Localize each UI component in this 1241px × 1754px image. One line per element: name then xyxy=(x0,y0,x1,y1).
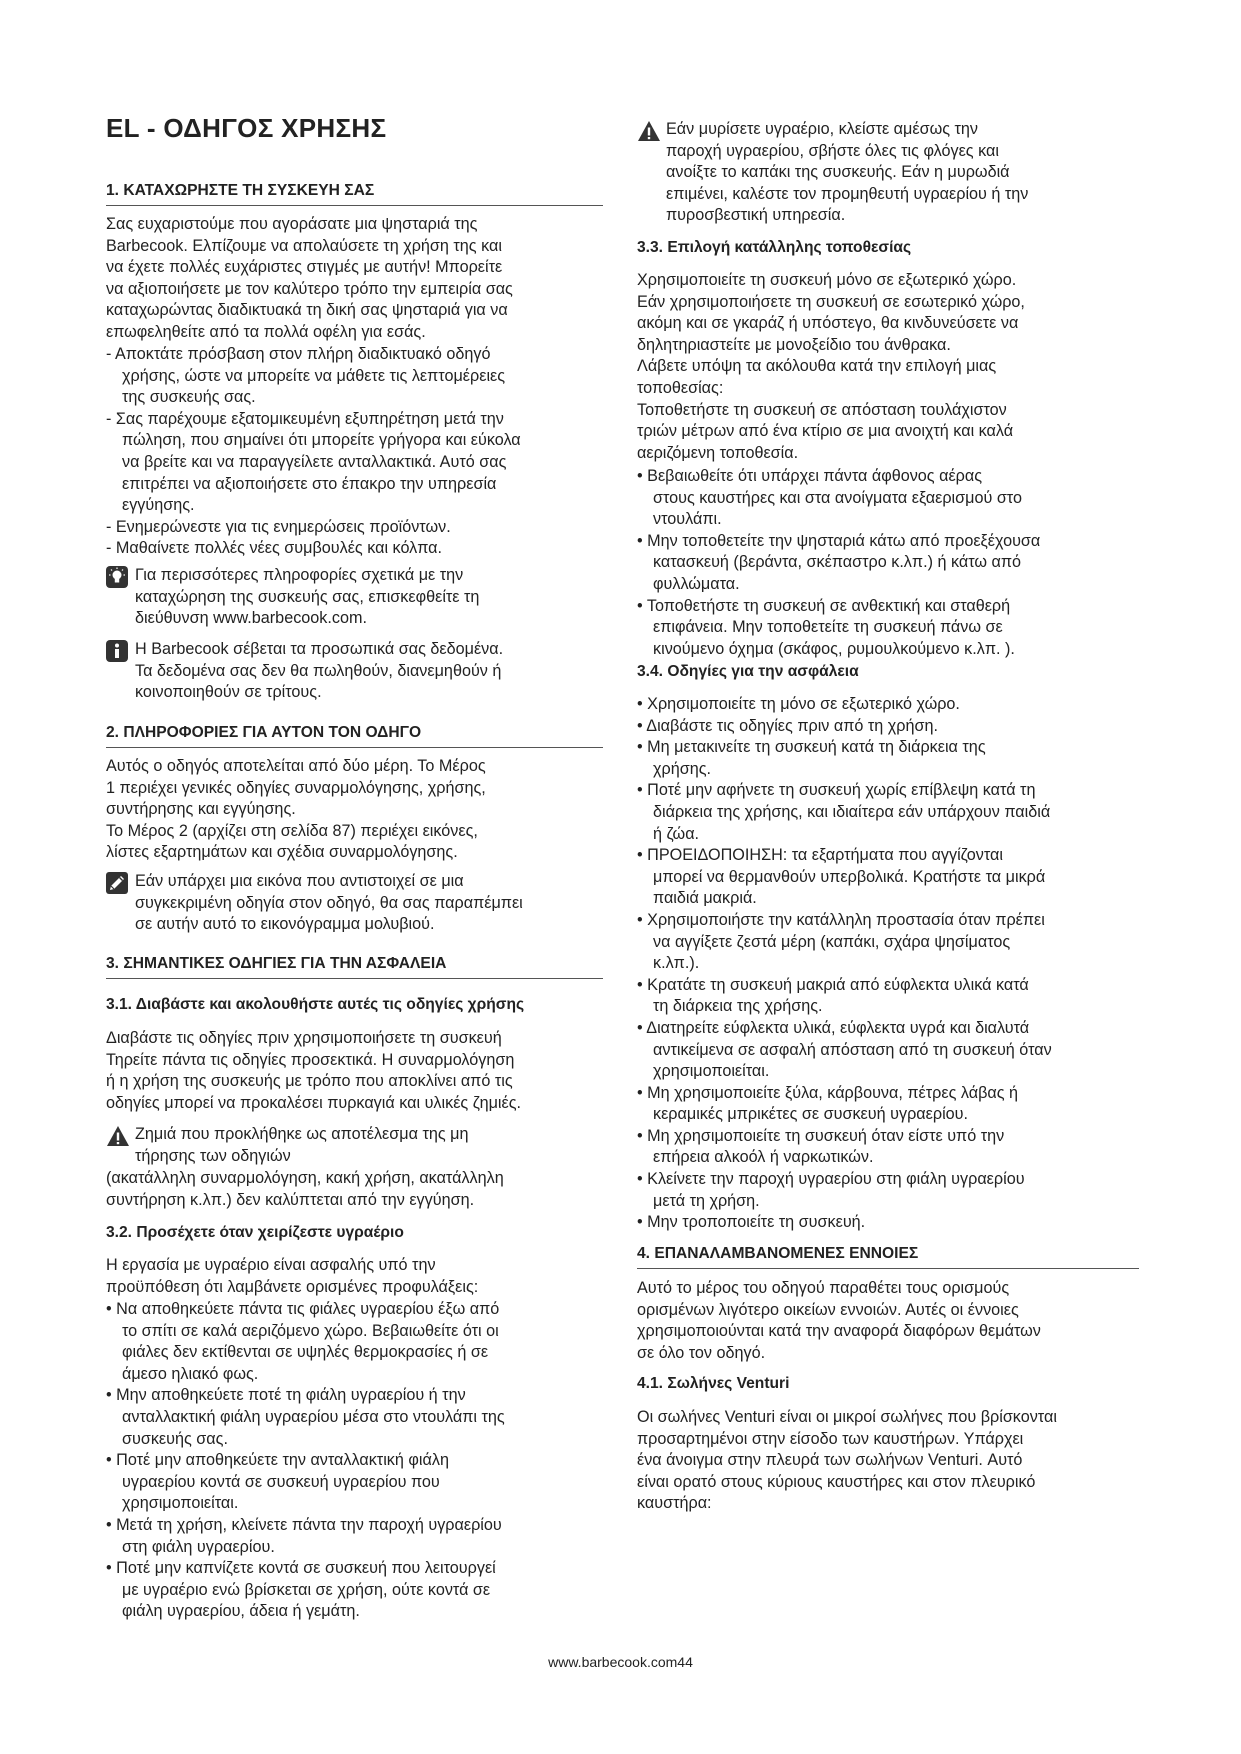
section-4-heading: 4. ΕΠΑΝΑΛΑΜΒΑΝΟΜΕΝΕΣ ΕΝΝΟΙΕΣ xyxy=(637,1245,1139,1269)
section-3-3-list: • Βεβαιωθείτε ότι υπάρχει πάντα άφθονος αέρας στους καυστήρες και στα ανοίγματα εξαερισμού στο ντουλάπι. • Μην τοποθετείτε την ψησταριά κάτω από προεξέχουσα κατασκευή (βεράντα, σκέπαστρο κ.λπ.) ή κάτω από φυλλώματα. • Τοποθετήστε τη συσκευή σε ανθεκτική και σταθερή επιφάνεια. Μην τοποθετείτε τη συσκευή πάνω σε κινούμενο όχημα (σκάφος, ρυμουλκούμενο κ.λπ. ). xyxy=(637,467,1041,658)
lightbulb-icon xyxy=(106,566,128,588)
section-1-intro: Σας ευχαριστούμε που αγοράσατε μια ψησταριά της Barbecook. Ελπίζουμε να απολαύσετε τη χρήση της και να έχετε πολλές ευχάριστες στιγμές με αυτήν! Μπορείτε να αξιοποιήσετε με τον καλύτερο τρόπο την εμπειρία σας καταχωρώντας διαδικτυακά τη δική σας ψησταριά για να επωφεληθείτε από τα πολλά οφέλη για εσάς. xyxy=(106,215,513,341)
warning-icon xyxy=(637,120,659,142)
info-icon xyxy=(106,640,128,662)
privacy-note: Η Barbecook σέβεται τα προσωπικά σας δεδομένα. Τα δεδομένα σας δεν θα πωληθούν, διανεμηθούν ή κοινοποιηθούν σε τρίτους. xyxy=(106,639,603,704)
pencil-icon xyxy=(106,872,128,894)
page-footer: www.barbecook.com44 xyxy=(548,1654,693,1670)
section-3-4-list: • Χρησιμοποιείτε τη μόνο σε εξωτερικό χώρο. • Διαβάστε τις οδηγίες πριν από τη χρήση. • Μη μετακινείτε τη συσκευή κατά τη διάρκεια της χρήσης. • Ποτέ μην αφήνετε τη συσκευή χωρίς επίβλεψη κατά τη διάρκεια της χρήσης, και ιδιαίτερα εάν υπάρχουν παιδιά ή ζώα. • ΠΡΟΕΙΔΟΠΟΙΗΣΗ: τα εξαρτήματα που αγγίζονται μπορεί να θερμανθούν υπερβολικά. Κρατήστε τα μικρά παιδιά μακριά. • Χρησιμοποιήστε την κατάλληλη προστασία όταν πρέπει να αγγίξετε ζεστά μέρη (καπάκι, σχάρα ψησίματος κ.λπ.). • Κρατάτε τη συσκευή μακριά από εύφλεκτα υλικά κατά τη διάρκεια της χρήσης. • Διατηρείτε εύφλεκτα υλικά, εύφλεκτα υγρά και διαλυτά αντικείμενα σε ασφαλή απόσταση από τη συσκευή όταν χρησιμοποιείται. • Μη χρησιμοποιείτε ξύλα, κάρβουνα, πέτρες λάβας ή κεραμικές μπρικέτες σε συσκευή υγραερίου. • Μη χρησιμοποιείτε τη συσκευή όταν είστε υπό την επήρεια αλκοόλ ή ναρκωτικών. • Κλείνετε την παροχή υγραερίου στη φιάλη υγραερίου μετά τη χρήση. • Μην τροποποιείτε τη συσκευή. xyxy=(637,695,1052,1232)
section-3-3-heading: 3.3. Επιλογή κατάλληλης τοποθεσίας xyxy=(637,239,912,256)
section-3-2-list: • Να αποθηκεύετε πάντα τις φιάλες υγραερίου έξω από το σπίτι σε καλά αεριζόμενο χώρο. Βεβαιωθείτε ότι οι φιάλες δεν εκτίθενται σε υψηλές θερμοκρασίες ή σε άμεσο ηλιακό φως. • Μην αποθηκεύετε ποτέ τη φιάλη υγραερίου ή την ανταλλακτική φιάλη υγραερίου μέσα στο ντουλάπι της συσκευής σας. • Ποτέ μην αποθηκεύετε την ανταλλακτική φιάλη υγραερίου κοντά σε συσκευή υγραερίου που χρησιμοποιείται. • Μετά τη χρήση, κλείνετε πάντα την παροχή υγραερίου στη φιάλη υγραερίου. • Ποτέ μην καπνίζετε κοντά σε συσκευή που λειτουργεί με υγραέριο ενώ βρίσκεται σε χρήση, ούτε κοντά σε φιάλη υγραερίου, άδεια ή γεμάτη. xyxy=(106,1300,505,1621)
section-1-list: - Αποκτάτε πρόσβαση στον πλήρη διαδικτυακό οδηγό χρήσης, ώστε να μπορείτε να μάθετε τις λεπτομέρειες της συσκευής σας. - Σας παρέχουμε εξατομικευμένη εξυπηρέτηση μετά την πώληση, που σημαίνει ότι μπορείτε γρήγορα και εύκολα να βρείτε και να παραγγείλετε ανταλλακτικά. Αυτό σας επιτρέπει να αξιοποιήσετε στο έπακρο την υπηρεσία εγγύησης. - Ενημερώνεστε για τις ενημερώσεις προϊόντων. - Μαθαίνετε πολλές νέες συμβουλές και κόλπα. xyxy=(106,345,521,558)
section-3-1-heading: 3.1. Διαβάστε και ακολουθήστε αυτές τις οδηγίες χρήσης xyxy=(106,996,525,1013)
pencil-note: Εάν υπάρχει μια εικόνα που αντιστοιχεί σε μια συγκεκριμένη οδηγία στον οδηγό, θα σας παραπέμπει σε αυτήν αυτό το εικονόγραμμα μολυβιού. xyxy=(106,871,603,936)
tip-note: Για περισσότερες πληροφορίες σχετικά με την καταχώρηση της συσκευής σας, επισκεφθείτε τη διεύθυνση www.barbecook.com. xyxy=(106,565,603,630)
warranty-warning-continued: (ακατάλληλη συναρμολόγηση, κακή χρήση, ακατάλληλη συντήρηση κ.λπ.) δεν καλύπτεται από την εγγύηση. xyxy=(106,1169,504,1209)
section-3-4-heading: 3.4. Οδηγίες για την ασφάλεια xyxy=(637,663,859,680)
section-4-text: Αυτό το μέρος του οδηγού παραθέτει τους ορισμούς ορισμένων λιγότερο οικείων εννοιών. Αυτές οι έννοιες χρησιμοποιούνται κατά την αναφορά διαφόρων θεμάτων σε όλο τον οδηγό. xyxy=(637,1279,1041,1362)
section-3-2-intro: Η εργασία με υγραέριο είναι ασφαλής υπό την προϋπόθεση ότι λαμβάνετε ορισμένες προφυλάξεις: xyxy=(106,1256,479,1296)
section-4-1-text: Οι σωλήνες Venturi είναι οι μικροί σωλήνες που βρίσκονται προσαρτημένοι στην είσοδο των καυστήρων. Υπάρχει ένα άνοιγμα στην πλευρά των σωλήνων Venturi. Αυτό είναι ορατό στους κύριους καυστήρες και στον πλευρικό καυστήρα: xyxy=(637,1408,1057,1513)
warning-icon xyxy=(106,1125,128,1147)
section-3-heading: 3. ΣΗΜΑΝΤΙΚΕΣ ΟΔΗΓΙΕΣ ΓΙΑ ΤΗΝ ΑΣΦΑΛΕΙΑ xyxy=(106,955,603,979)
section-1-heading: 1. ΚΑΤΑΧΩΡΗΣΤΕ ΤΗ ΣΥΣΚΕΥΗ ΣΑΣ xyxy=(106,182,603,206)
section-2-text: Αυτός ο οδηγός αποτελείται από δύο μέρη. Το Μέρος 1 περιέχει γενικές οδηγίες συναρμολόγησης, χρήσης, συντήρησης και εγγύησης. Το Μέρος 2 (αρχίζει στη σελίδα 87) περιέχει εικόνες, λίστες εξαρτημάτων και σχέδια συναρμολόγησης. xyxy=(106,757,486,862)
section-3-2-heading: 3.2. Προσέχετε όταν χειρίζεστε υγραέριο xyxy=(106,1224,404,1241)
section-3-3-text: Χρησιμοποιείτε τη συσκευή μόνο σε εξωτερικό χώρο. Εάν χρησιμοποιήσετε τη συσκευή σε εσωτερικό χώρο, ακόμη και σε γκαράζ ή υπόστεγο, θα κινδυνεύσετε να δηλητηριαστείτε με μονοξείδιο του άνθρακα. Λάβετε υπόψη τα ακόλουθα κατά την επιλογή μιας τοποθεσίας: Τοποθετήστε τη συσκευή σε απόσταση τουλάχιστον τριών μέτρων από ένα κτίριο σε μια ανοιχτή και καλά αεριζόμενη τοποθεσία. xyxy=(637,271,1025,462)
page-title: EL - ΟΔΗΓΟΣ ΧΡΗΣΗΣ xyxy=(106,113,387,143)
section-2-heading: 2. ΠΛΗΡΟΦΟΡΙΕΣ ΓΙΑ ΑΥΤΟΝ ΤΟΝ ΟΔΗΓΟ xyxy=(106,724,603,748)
warranty-warning: Ζημιά που προκλήθηκε ως αποτέλεσμα της μη τήρησης των οδηγιών xyxy=(106,1124,603,1167)
section-3-1-text: Διαβάστε τις οδηγίες πριν χρησιμοποιήσετε τη συσκευή Τηρείτε πάντα τις οδηγίες προσεκτικά. Η συναρμολόγηση ή η χρήση της συσκευής με τρόπο που αποκλίνει από τις οδηγίες μπορεί να προκαλέσει πυρκαγιά και υλικές ζημιές. xyxy=(106,1029,522,1112)
gas-smell-warning: Εάν μυρίσετε υγραέριο, κλείστε αμέσως την παροχή υγραερίου, σβήστε όλες τις φλόγες και ανοίξτε το καπάκι της συσκευής. Εάν η μυρωδιά επιμένει, καλέστε τον προμηθευτή υγραερίου ή την πυροσβεστική υπηρεσία. xyxy=(637,119,1139,227)
section-4-1-heading: 4.1. Σωλήνες Venturi xyxy=(637,1375,790,1392)
